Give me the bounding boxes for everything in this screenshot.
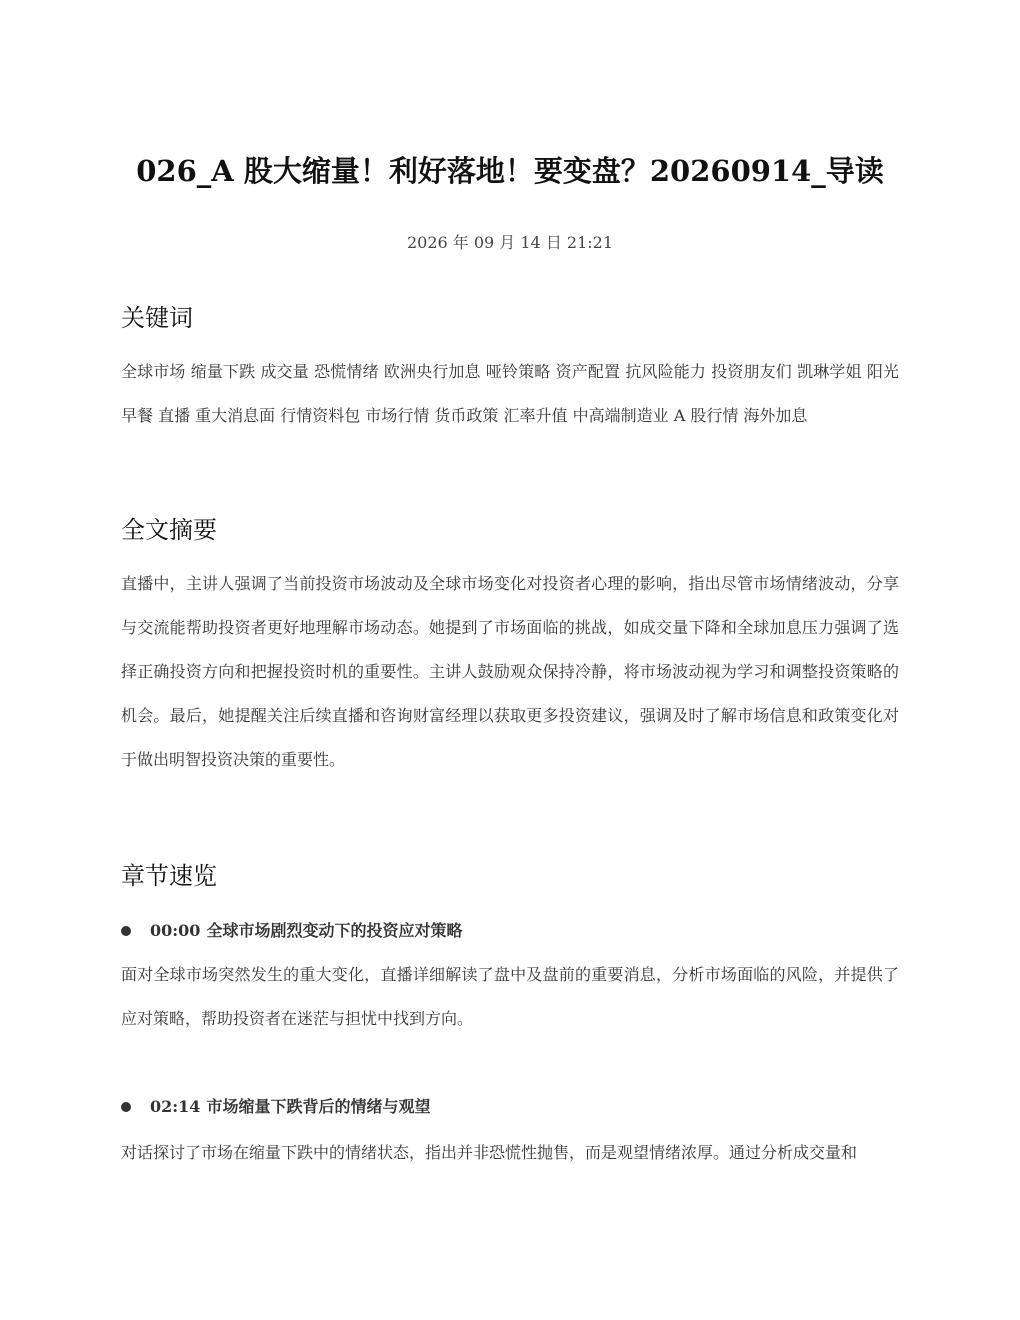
bullet-icon	[121, 926, 131, 936]
keywords-text: 全球市场 缩量下跌 成交量 恐慌情绪 欧洲央行加息 哑铃策略 资产配置 抗风险能力 投资朋友们 凯琳学姐 阳光早餐 直播 重大消息面 行情资料包 市场行情 货币政策 汇率升值 中高端制造业 A 股行情 海外加息	[121, 362, 899, 425]
chapter-item-title	[121, 920, 462, 942]
document-title: 026_A 股大缩量！利好落地！要变盘？20260914_导读	[136, 154, 884, 188]
chapter-time: 02:14	[150, 1097, 201, 1116]
chapter-item-title	[121, 1096, 430, 1118]
summary-text: 直播中，主讲人强调了当前投资市场波动及全球市场变化对投资者心理的影响，指出尽管市场情绪波动，分享与交流能帮助投资者更好地理解市场动态。她提到了市场面临的挑战，如成交量下降和全球加息压力强调了选择正确投资方向和把握投资时机的重要性。主讲人鼓励观众保持冷静，将市场波动视为学习和调整投资策略的机会。最后，她提醒关注后续直播和咨询财富经理以获取更多投资建议，强调及时了解市场信息和政策变化对于做出明智投资决策的重要性。	[121, 574, 899, 769]
document-date: 2026 年 09 月 14 日 21:21	[406, 233, 614, 252]
chapter-item-text: 面对全球市场突然发生的重大变化，直播详细解读了盘中及盘前的重要消息，分析市场面临的风险，并提供了应对策略，帮助投资者在迷茫与担忧中找到方向。	[121, 965, 899, 1028]
chapter-title-text: 市场缩量下跌背后的情绪与观望	[206, 1097, 431, 1116]
summary-heading: 全文摘要	[121, 516, 217, 544]
bullet-icon	[121, 1102, 131, 1112]
keywords-heading: 关键词	[121, 304, 193, 332]
chapter-item-text: 对话探讨了市场在缩量下跌中的情绪状态，指出并非恐慌性抛售，而是观望情绪浓厚。通过分析成交量和	[121, 1143, 858, 1162]
chapter-time: 00:00	[150, 921, 201, 940]
chapter-title-text: 全球市场剧烈变动下的投资应对策略	[206, 921, 463, 940]
chapters-heading: 章节速览	[121, 862, 217, 890]
